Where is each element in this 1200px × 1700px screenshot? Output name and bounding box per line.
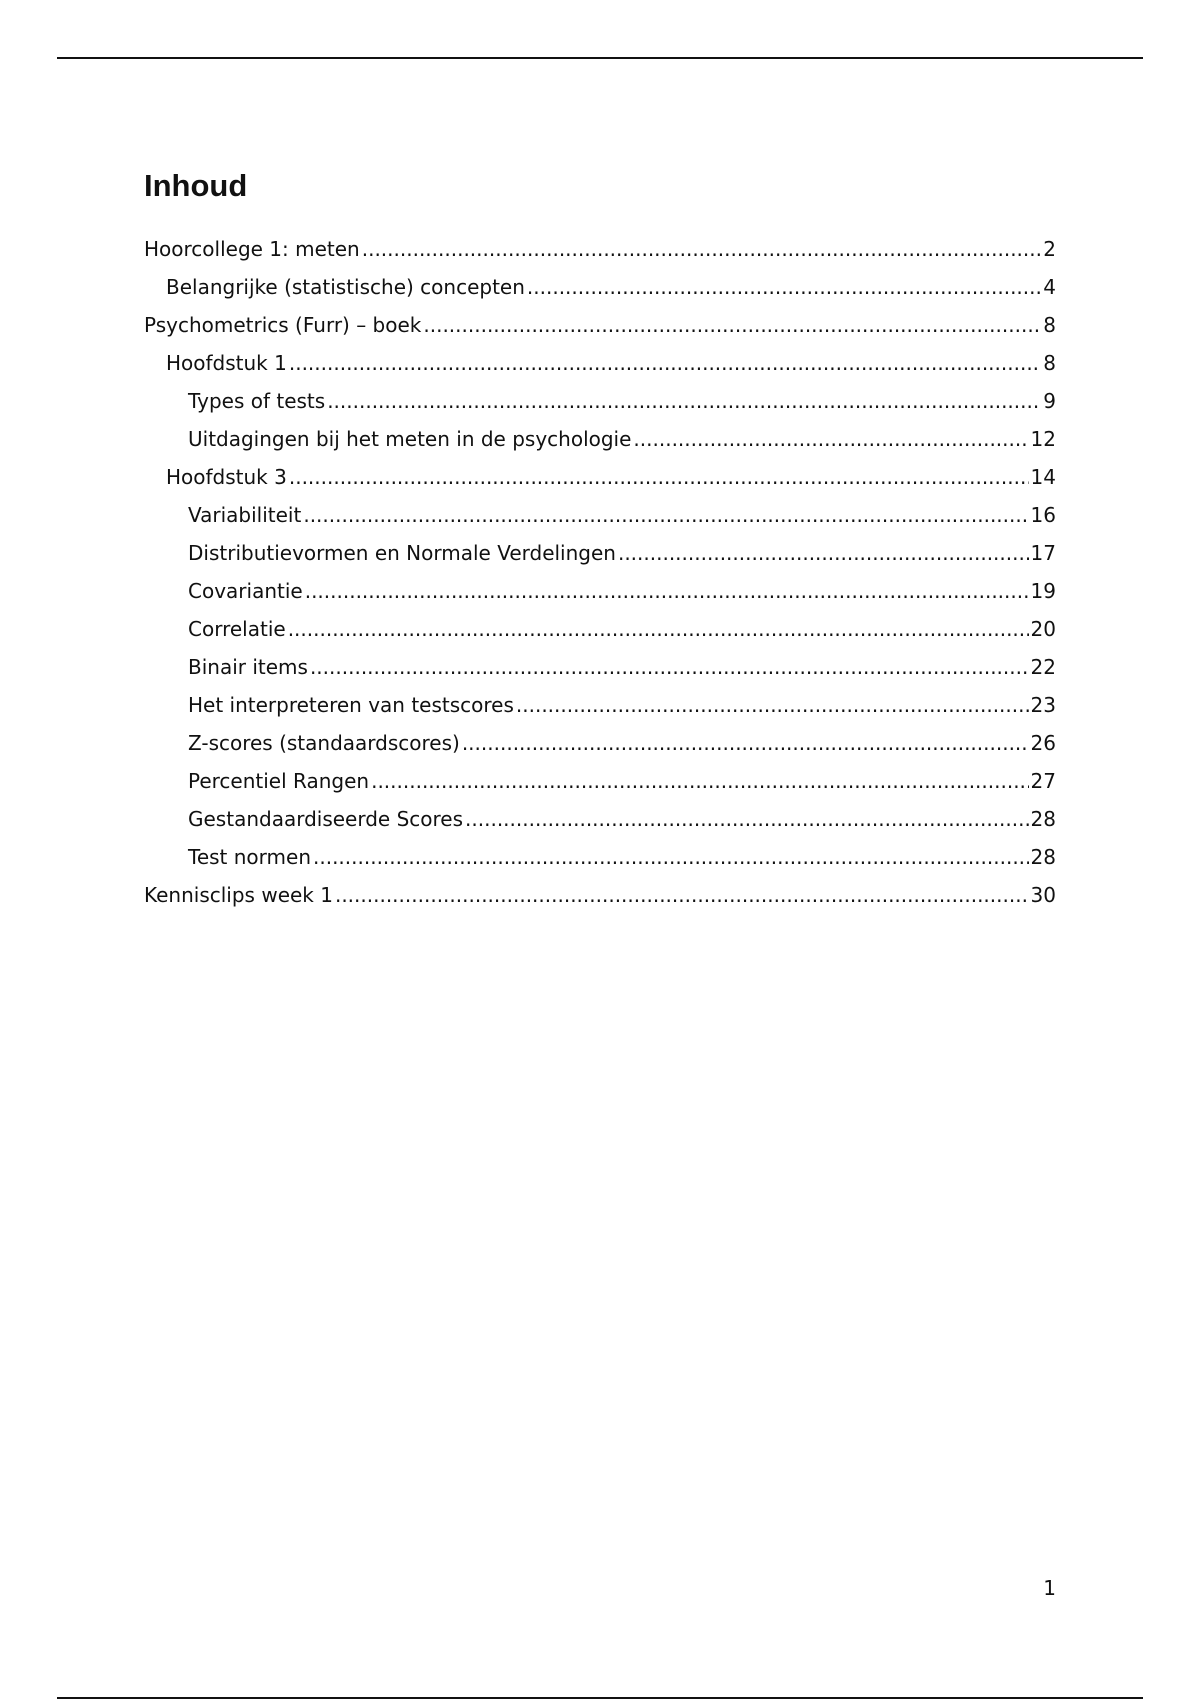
toc-entry-page: 19	[1030, 579, 1056, 603]
toc-entry-page: 12	[1030, 427, 1056, 451]
toc-entry-title: Kennisclips week 1	[144, 883, 333, 907]
toc-entry[interactable]	[144, 831, 1056, 869]
toc-entry-title: Types of tests	[188, 389, 326, 413]
toc-dot-leader	[327, 389, 1041, 413]
toc-dot-leader	[289, 465, 1029, 489]
toc-entry-title: Hoofdstuk 3	[166, 465, 287, 489]
toc-entry[interactable]	[144, 869, 1056, 907]
toc-entry-page: 28	[1030, 807, 1056, 831]
toc-entry[interactable]	[144, 679, 1056, 717]
toc-entry-page: 8	[1043, 351, 1056, 375]
toc-entry-title: Correlatie	[188, 617, 286, 641]
toc-entry-title: Hoofdstuk 1	[166, 351, 287, 375]
toc-dot-leader	[289, 351, 1041, 375]
toc-entry[interactable]	[144, 451, 1056, 489]
toc-entry-page: 2	[1043, 237, 1056, 261]
toc-dot-leader	[305, 579, 1029, 603]
toc-entry-title: Gestandaardiseerde Scores	[188, 807, 464, 831]
toc-entry[interactable]	[144, 337, 1056, 375]
toc-dot-leader	[362, 237, 1042, 261]
toc-entry[interactable]	[144, 717, 1056, 755]
toc-entry-page: 8	[1043, 313, 1056, 337]
header-rule	[57, 57, 1143, 59]
toc-entry-page: 30	[1030, 883, 1056, 907]
toc-entry-title: Uitdagingen bij het meten in de psychologie	[188, 427, 632, 451]
toc-entry-title: Variabiliteit	[188, 503, 302, 527]
toc-list	[144, 223, 1056, 907]
toc-entry-title: Distributievormen en Normale Verdelingen	[188, 541, 616, 565]
toc-dot-leader	[527, 275, 1041, 299]
toc-entry-page: 27	[1030, 769, 1056, 793]
toc-dot-leader	[288, 617, 1029, 641]
toc-dot-leader	[335, 883, 1029, 907]
toc-entry-title: Psychometrics (Furr) – boek	[144, 313, 422, 337]
toc-entry-page: 26	[1030, 731, 1056, 755]
toc-entry[interactable]	[144, 755, 1056, 793]
toc-entry[interactable]	[144, 489, 1056, 527]
toc-dot-leader	[371, 769, 1028, 793]
footer-rule	[57, 1697, 1143, 1699]
toc-entry[interactable]	[144, 527, 1056, 565]
toc-dot-leader	[423, 313, 1041, 337]
toc-entry[interactable]	[144, 223, 1056, 261]
toc-entry[interactable]	[144, 413, 1056, 451]
toc-dot-leader	[516, 693, 1029, 717]
toc-entry-page: 9	[1043, 389, 1056, 413]
toc-dot-leader	[313, 845, 1029, 869]
toc-entry[interactable]	[144, 793, 1056, 831]
toc-entry-title: Hoorcollege 1: meten	[144, 237, 360, 261]
toc-heading: Inhoud	[144, 168, 248, 203]
toc-entry-title: Covariantie	[188, 579, 303, 603]
toc-entry-title: Percentiel Rangen	[188, 769, 370, 793]
toc-entry-page: 28	[1030, 845, 1056, 869]
toc-entry-page: 23	[1030, 693, 1056, 717]
toc-entry[interactable]	[144, 641, 1056, 679]
toc-dot-leader	[465, 807, 1029, 831]
toc-entry[interactable]	[144, 299, 1056, 337]
toc-entry[interactable]	[144, 565, 1056, 603]
toc-dot-leader	[310, 655, 1029, 679]
toc-entry-title: Belangrijke (statistische) concepten	[166, 275, 525, 299]
toc-dot-leader	[462, 731, 1029, 755]
toc-entry-page: 4	[1043, 275, 1056, 299]
toc-entry-title: Z-scores (standaardscores)	[188, 731, 460, 755]
toc-entry[interactable]	[144, 375, 1056, 413]
toc-entry-page: 20	[1030, 617, 1056, 641]
toc-entry[interactable]	[144, 261, 1056, 299]
toc-entry-title: Test normen	[188, 845, 311, 869]
toc-dot-leader	[633, 427, 1028, 451]
toc-entry-title: Binair items	[188, 655, 308, 679]
table-of-contents	[144, 164, 1056, 907]
toc-entry-page: 14	[1030, 465, 1056, 489]
toc-entry[interactable]	[144, 603, 1056, 641]
toc-entry-page: 22	[1030, 655, 1056, 679]
toc-dot-leader	[618, 541, 1029, 565]
toc-entry-page: 17	[1030, 541, 1056, 565]
toc-dot-leader	[303, 503, 1028, 527]
toc-entry-title: Het interpreteren van testscores	[188, 693, 514, 717]
toc-entry-page: 16	[1030, 503, 1056, 527]
page-number: 1	[1043, 1576, 1056, 1600]
